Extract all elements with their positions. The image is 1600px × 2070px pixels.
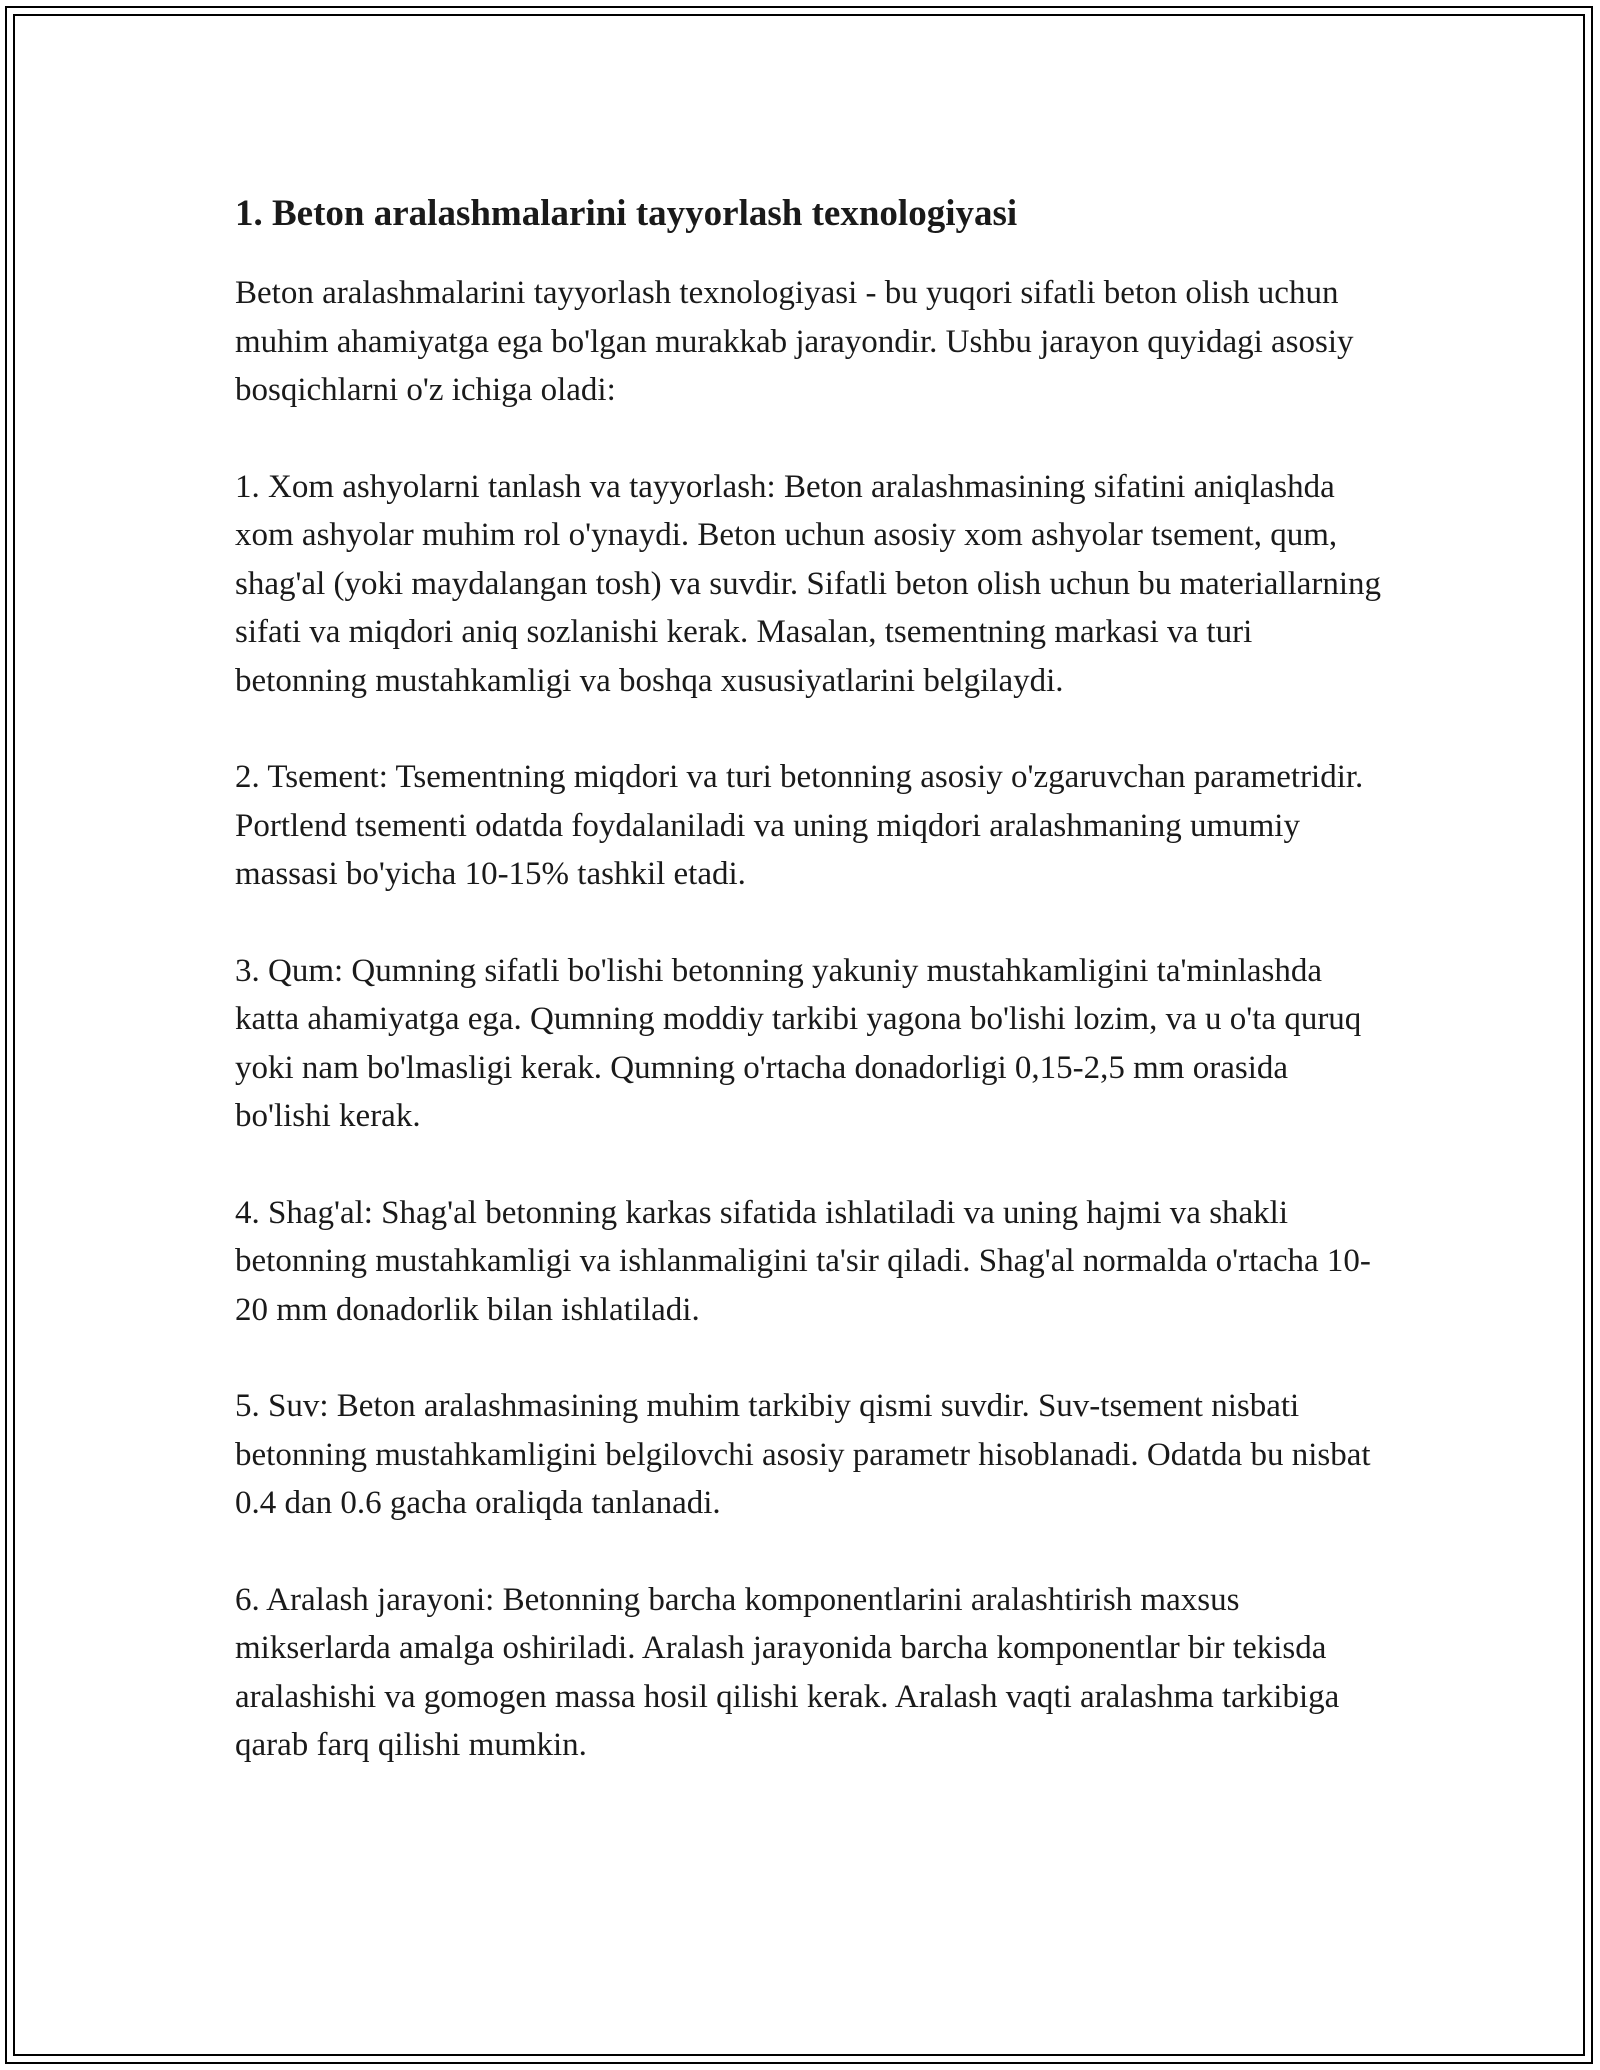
document-title: 1. Beton aralashmalarini tayyorlash texnologiyasi [235, 193, 1018, 234]
paragraph-raw-materials: 1. Xom ashyolarni tanlash va tayyorlash: Beton aralashmasining sifatini aniqlashda xom ashyolar muhim rol o'ynaydi. Beton uchun asosiy xom ashyolar tsement, qum, shag'al (yoki maydalangan tosh) va suvdir. Sifatli beton olish uchun bu materiallarning sifati va miqdori aniq sozlanishi kerak. Masalan, tsementning markasi va turi betonning mustahkamligi va boshqa xususiyatlarini belgilaydi. [235, 468, 1382, 699]
document-body [235, 185, 1385, 1818]
paragraph-water: 5. Suv: Beton aralashmasining muhim tarkibiy qismi suvdir. Suv-tsement nisbati betonning mustahkamligini belgilovchi asosiy parametr hisoblanadi. Odatda bu nisbat 0.4 dan 0.6 gacha oraliqda tanlanadi. [235, 1388, 1371, 1521]
paragraph-cement: 2. Tsement: Tsementning miqdori va turi betonning asosiy o'zgaruvchan parametridir. Portlend tsementi odatda foydalaniladi va uning miqdori aralashmaning umumiy massasi bo'yicha 10-15% tashkil etadi. [235, 759, 1364, 892]
paragraph-gravel: 4. Shag'al: Shag'al betonning karkas sifatida ishlatiladi va uning hajmi va shakli betonning mustahkamligi va ishlanmaligini ta'sir qiladi. Shag'al normalda o'rtacha 10-20 mm donadorlik bilan ishlatiladi. [235, 1194, 1371, 1328]
paragraph-sand: 3. Qum: Qumning sifatli bo'lishi betonning yakuniy mustahkamligini ta'minlashda katta ahamiyatga ega. Qumning moddiy tarkibi yagona bo'lishi lozim, va u o'ta quruq yoki nam bo'lmasligi kerak. Qumning o'rtacha donadorligi 0,15-2,5 mm orasida bo'lishi kerak. [235, 952, 1362, 1134]
paragraph-mixing: 6. Aralash jarayoni: Betonning barcha komponentlarini aralashtirish maxsus mikserlarda amalga oshiriladi. Aralash jarayonida barcha komponentlar bir tekisda aralashishi va gomogen massa hosil qilishi kerak. Aralash vaqti aralashma tarkibiga qarab farq qilishi mumkin. [235, 1581, 1340, 1763]
intro-paragraph: Beton aralashmalarini tayyorlash texnologiyasi - bu yuqori sifatli beton olish uchun muhim ahamiyatga ega bo'lgan murakkab jarayondir. Ushbu jarayon quyidagi asosiy bosqichlarni o'z ichiga oladi: [235, 275, 1354, 408]
